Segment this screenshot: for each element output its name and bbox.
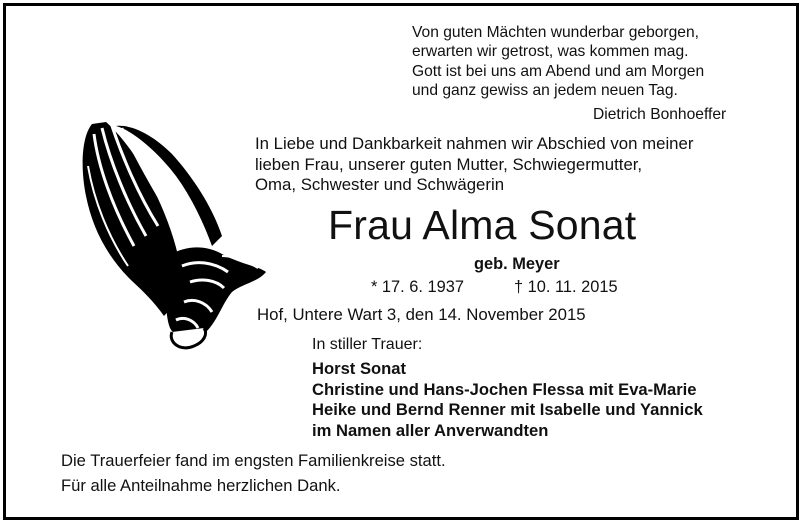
footer-text (61, 448, 446, 498)
deceased-name: Frau Alma Sonat (328, 202, 637, 248)
mourners-label: In stiller Trauer: (312, 336, 423, 353)
death-date: † 10. 11. 2015 (514, 278, 618, 296)
poem-author: Dietrich Bonhoeffer (593, 106, 727, 123)
intro-line: Oma, Schwester und Schwägerin (255, 175, 505, 195)
footer-line: Für alle Anteilnahme herzlichen Dank. (61, 476, 341, 495)
poem (412, 23, 704, 101)
footer-line: Die Trauerfeier fand im engsten Familienkreise statt. (61, 451, 446, 470)
poem-line: Von guten Mächten wunderbar geborgen, (412, 24, 699, 41)
intro-line: In Liebe und Dankbarkeit nahmen wir Abschied von meiner (255, 134, 694, 153)
mourners-list (312, 359, 703, 441)
place-date: Hof, Untere Wart 3, den 14. November 2015 (257, 305, 586, 324)
mourner-line: Heike und Bernd Renner mit Isabelle und Yannick (312, 400, 703, 419)
praying-hands-icon (72, 106, 272, 356)
birth-date: * 17. 6. 1937 (371, 278, 464, 296)
poem-line: erwarten wir getrost, was kommen mag. (412, 43, 689, 61)
mourner-line: Horst Sonat (312, 359, 407, 378)
poem-line: Gott ist bei uns am Abend und am Morgen (412, 62, 705, 80)
mourner-line: im Namen aller Anverwandten (312, 420, 549, 440)
intro-line: lieben Frau, unserer guten Mutter, Schwiegermutter, (255, 154, 643, 174)
intro-text (255, 134, 693, 196)
mourner-line: Christine und Hans-Jochen Flessa mit Eva-Marie (312, 379, 697, 399)
maiden-name: geb. Meyer (474, 255, 560, 273)
obituary-notice (3, 3, 799, 520)
poem-line: und ganz gewiss an jedem neuen Tag. (412, 82, 678, 100)
